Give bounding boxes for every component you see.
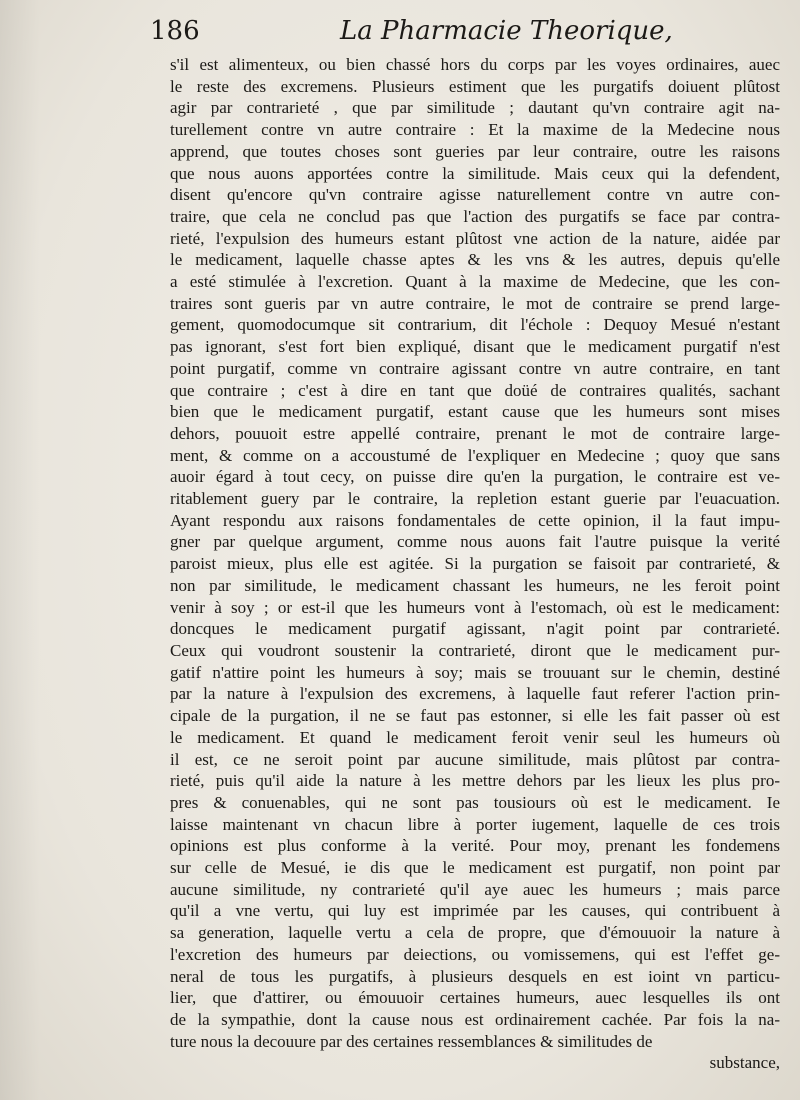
- text-line: le reste des excremens. Plusieurs estiment que les purgatifs doiuent plûtost: [170, 76, 780, 96]
- text-line: a esté stimulée à l'excretion. Quant à la maxime de Medecine, que les con-: [170, 272, 780, 292]
- text-line: gement, quomodocumque sit contrarium, dit l'échole : Dequoy Mesué n'estant: [170, 315, 780, 335]
- text-line: que nous auons apportées contre la similitude. Mais ceux qui la defendent,: [170, 163, 780, 183]
- text-line: lier, que d'attirer, ou émouuoir certaines humeurs, auec lesquelles ils ont: [170, 988, 780, 1008]
- running-title: La Pharmacie Theorique,: [340, 16, 673, 46]
- text-line: opinions est plus conforme à la verité. Pour moy, prenant les fondemens: [170, 836, 780, 856]
- text-line: agir par contrarieté , que par similitude ; dautant qu'vn contraire agit na-: [170, 98, 780, 118]
- text-line: sa generation, laquelle vertu a cela de propre, que d'émouuoir la nature à: [170, 923, 780, 943]
- text-line: ment, & comme on a accoustumé de l'expliquer en Medecine ; quoy que sans: [170, 445, 780, 465]
- page-header: [150, 14, 786, 54]
- text-line: pres & conuenables, qui ne sont pas tousiours où est le medicament. Ie: [170, 792, 780, 812]
- text-line: l'excretion des humeurs par deiections, ou vomissemens, qui est l'effet ge-: [170, 944, 780, 964]
- text-line: sur celle de Mesué, ie dis que le medicament est purgatif, non point par: [170, 858, 780, 878]
- text-line: il est, ce ne seroit point par aucune similitude, mais plûtost par contra-: [170, 749, 780, 769]
- text-line: que contraire ; c'est à dire en tant que doüé de contraires qualités, sachant: [170, 380, 780, 400]
- text-line: le medicament. Et quand le medicament feroit venir seul les humeurs où: [170, 727, 780, 747]
- text-line: dehors, pouuoit estre appellé contraire, prenant le mot de contraire large-: [170, 423, 780, 443]
- body-text: [170, 54, 780, 1074]
- text-line: traires sont gueris par vn autre contraire, le mot de contraire se prend large-: [170, 293, 780, 313]
- text-line: Ceux qui voudront soustenir la contrarieté, diront que le medicament pur-: [170, 640, 780, 660]
- text-line: bien que le medicament purgatif, estant cause que les humeurs sont mises: [170, 402, 780, 422]
- text-line: ture nous la decouure par des certaines ressemblances & similitudes de: [170, 1031, 653, 1051]
- page-number: 186: [150, 16, 200, 46]
- text-line: disent qu'encore qu'vn contraire agisse naturellement contre vn autre con-: [170, 185, 780, 205]
- text-line: turellement contre vn autre contraire : Et la maxime de la Medecine nous: [170, 120, 780, 140]
- text-line: ritablement guery par le contraire, la repletion estant guerie par l'euacuation.: [170, 489, 780, 509]
- text-line: paroist mieux, plus elle est agitée. Si la purgation se faisoit par contrarieté, &: [170, 554, 780, 574]
- text-line: le medicament, laquelle chasse aptes & les vns & les autres, depuis qu'elle: [170, 250, 780, 270]
- text-line: auoir égard à tout cecy, on puisse dire qu'en la purgation, le contraire est ve-: [170, 467, 780, 487]
- text-line: apprend, que toutes choses sont gueries par leur contraire, outre les raisons: [170, 141, 780, 161]
- text-line: venir à soy ; or est-il que les humeurs vont à l'estomach, où est le medicament:: [170, 597, 780, 617]
- text-line: par la nature à l'expulsion des excremens, à laquelle faut referer l'action prin-: [170, 684, 780, 704]
- text-line: gner par quelque argument, comme nous auons fait l'autre puisque la verité: [170, 532, 780, 552]
- text-line: pas ignorant, s'est fort bien expliqué, disant que le medicament purgatif n'est: [170, 337, 780, 357]
- text-line: gatif n'attire point les humeurs à soy; mais se trouuant sur le chemin, destiné: [170, 662, 780, 682]
- text-line: Ayant respondu aux raisons fondamentales de cette opinion, il la faut impu-: [170, 510, 780, 530]
- text-line: rieté, puis qu'il aide la nature à les mettre dehors par les lieux les plus pro-: [170, 771, 780, 791]
- text-line: neral de tous les purgatifs, à plusieurs desquels en est ioint vn particu-: [170, 966, 780, 986]
- text-line: point purgatif, comme vn contraire agissant contre vn autre contraire, en tant: [170, 358, 780, 378]
- text-line: laisse maintenant vn chacun libre à porter iugement, laquelle de ces trois: [170, 814, 780, 834]
- text-line: de la sympathie, dont la cause nous est ordinairement cachée. Par fois la na-: [170, 1009, 780, 1029]
- text-line: aucune similitude, ny contrarieté qu'il aye auec les humeurs ; mais parce: [170, 879, 780, 899]
- text-line: cipale de la purgation, il ne se faut pas estonner, si elle les fait passer où est: [170, 706, 780, 726]
- text-line: traire, que cela ne conclud pas que l'action des purgatifs se face par contra-: [170, 206, 780, 226]
- text-line: s'il est alimenteux, ou bien chassé hors du corps par les voyes ordinaires, auec: [170, 55, 780, 74]
- text-line: non par similitude, le medicament chassant les humeurs, ne les feroit point: [170, 575, 780, 595]
- text-line: substance,: [709, 1053, 780, 1073]
- text-line: qu'il a vne vertu, qui luy est imprimée par les causes, qui contribuent à: [170, 901, 780, 921]
- page-shadow: [0, 0, 40, 1100]
- text-line: doncques le medicament purgatif agissant, n'agit point par contrarieté.: [170, 619, 780, 639]
- text-line: rieté, l'expulsion des humeurs estant plûtost vne action de la nature, aidée par: [170, 228, 780, 248]
